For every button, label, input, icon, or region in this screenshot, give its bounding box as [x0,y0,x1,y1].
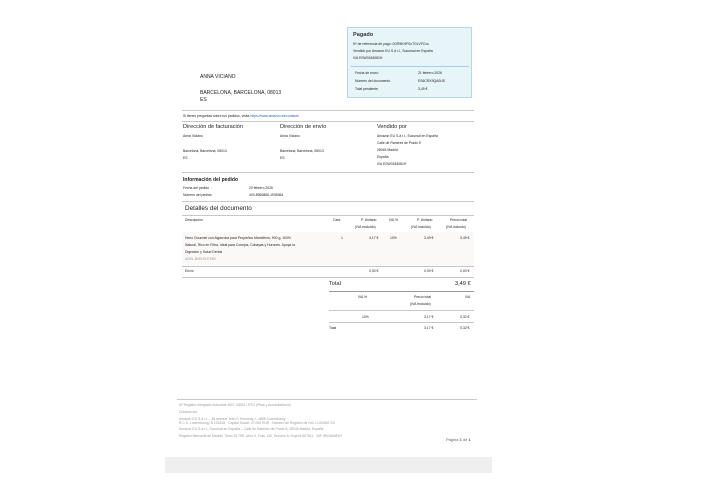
payment-vat: IVA ESW0184081H [353,56,383,60]
shipping-unit-ex: 0,00 € [369,269,379,273]
page-prefix: Página [446,437,459,442]
shipping-name: Anna Viciano [280,134,300,138]
order-number-value: 403-8966866-1935364 [249,193,284,197]
payment-reference: Nº de referencia de pago: 0GR5KHFSxTGLVFCxo [353,42,429,46]
vat-total-label: Total [329,326,337,330]
col-unit-inc: P. Unitario [417,218,433,222]
payment-seller: Vendido por Amazon EU S.à r.l., Sucursal en España [353,49,433,53]
divider-vat-header [329,310,474,311]
sold-by-line: 28045 Madrid [377,148,398,152]
billing-name: Anna Viciano [183,134,203,138]
contact-note [183,115,299,118]
page-total: 1 [468,437,471,442]
col-description: Descripción [185,218,203,222]
col-qty: Cant. [333,218,342,222]
contact-note-text: Si tienes preguntas sobre tus pedidos, visita [183,114,250,118]
vat-col-price: Precio total [414,295,431,299]
vat-total-price: 3,17 € [424,326,434,330]
footer-line: Cuidado los [179,410,197,414]
order-date-label: Fecha del pedido [183,186,210,190]
order-number-label: Número del pedido [183,193,212,197]
divider-item [182,266,474,267]
divider-shipping [182,277,474,278]
billing-title: Dirección de facturación [183,124,244,130]
page-bottom-strip [165,457,492,473]
order-date-value: 20 febrero 2026 [249,186,273,190]
grand-total-value: 3,49 € [455,281,471,287]
footer-line: Amazon EU S.à r.l., Sucursal en España – Calle de Ramírez de Prado 5, 28045 Madrid, España [179,427,324,431]
item-asin: ASIN: B0DHSJ7ZBX [185,257,217,261]
pending-total-value: 3,49 € [418,87,428,91]
item-desc: Heno Gourmet con Algarroba para Pequeños Mamíferos, 900 g, 100% [185,236,291,240]
item-qty: 1 [341,236,343,240]
customer-name: ANNA VICIANO [200,74,236,80]
page-current: 1 [459,437,462,442]
divider-details [182,215,474,216]
ship-date-label: Fecha de envío [355,71,379,75]
item-unit-ex: 3,17 € [369,236,379,240]
footer-line: Amazon EU S.à r.l. – 38 avenue John F. Kennedy, L-1855 Luxembourg [179,417,286,421]
item-desc: Natural, Rico en Fibra, Ideal para Conejos, Cobayas y Hurones. Apoya la [185,243,295,247]
sold-by-line: IVA ESW0184081H [377,162,407,166]
shipping-title: Dirección de envío [280,124,327,130]
shipping-label: Envío [185,269,194,273]
vat-row-price: 3,17 € [424,315,434,319]
sold-by-line: España [377,155,389,159]
divider-addresses [182,172,474,173]
col-unit-ex-sub: (IVA excluido) [355,225,376,229]
shipping-unit-inc: 0,00 € [424,269,434,273]
contact-link[interactable]: https://www.amazon.es/contacto [250,114,299,118]
col-total-sub: (IVA incluido) [446,225,466,229]
page-indicator [446,438,471,442]
details-title: Detalles del documento [185,205,252,212]
payment-divider [351,66,469,67]
sold-by-line: Amazon EU S.à r.l., Sucursal en España [377,134,438,138]
vat-row-iva: 0,32 € [460,315,470,319]
vat-col-price-sub: (IVA excluido) [410,302,431,306]
pending-total-label: Total pendiente [355,87,378,91]
customer-city: BARCELONA, BARCELONA, 08013 [200,90,282,96]
col-unit-inc-sub: (IVA incluido) [411,225,431,229]
footer-line: R.C.S. Luxembourg: B 101818 · Capital Social: 37.000 EUR · Número de Registro de IVA: LU20260743 [179,421,335,425]
col-vat: IVA % [389,218,398,222]
billing-city: Barcelona, Barcelona, 08013 [183,149,227,153]
sold-by-title: Vendido por [377,124,407,130]
shipping-city: Barcelona, Barcelona, 08013 [280,149,324,153]
col-total: Precio total [450,218,467,222]
divider-grand-total [329,291,474,292]
shipping-country: ES [280,156,285,160]
doc-number-value: ES6CRX9QA0US [418,79,445,83]
footer-divider [177,399,477,400]
footer-line: Nº Registro Integrado Industrial 4507-33061 / RTO (Pilas y Acumuladores) [179,403,291,407]
sold-by-line: Calle de Ramírez de Prado 5 [377,141,421,145]
footer-line: Registro Mercantil de Madrid, Tomo 33.759, Libro 0, Folio 130, Sección 8, Hoja M-607611 · NIF W0184081H [179,434,342,438]
divider-top [182,110,474,111]
item-unit-inc: 3,49 € [424,236,434,240]
vat-col-iva: IVA [465,295,471,299]
grand-total-label: Total [329,281,341,287]
divider-vat-row [329,322,474,323]
doc-number-label: Número del documento [355,79,391,83]
page-of: de [462,437,468,442]
customer-country: ES [200,97,207,103]
item-vat: 10% [390,236,397,240]
order-info-title: Información del pedido [183,177,239,183]
vat-col-rate: IVA % [358,295,367,299]
divider-contact [182,121,474,122]
vat-row-rate: 10% [362,315,369,319]
vat-total-iva: 0,32 € [460,326,470,330]
shipping-total: 0,00 € [460,269,470,273]
item-total: 3,49 € [460,236,470,240]
payment-status-title: Pagado [353,32,374,38]
divider-order [182,201,474,202]
billing-country: ES [183,156,188,160]
col-unit-ex: P. Unitario [361,218,377,222]
ship-date-value: 21 febrero 2026 [418,71,442,75]
item-desc: Digestión y Salud Dental [185,250,223,254]
